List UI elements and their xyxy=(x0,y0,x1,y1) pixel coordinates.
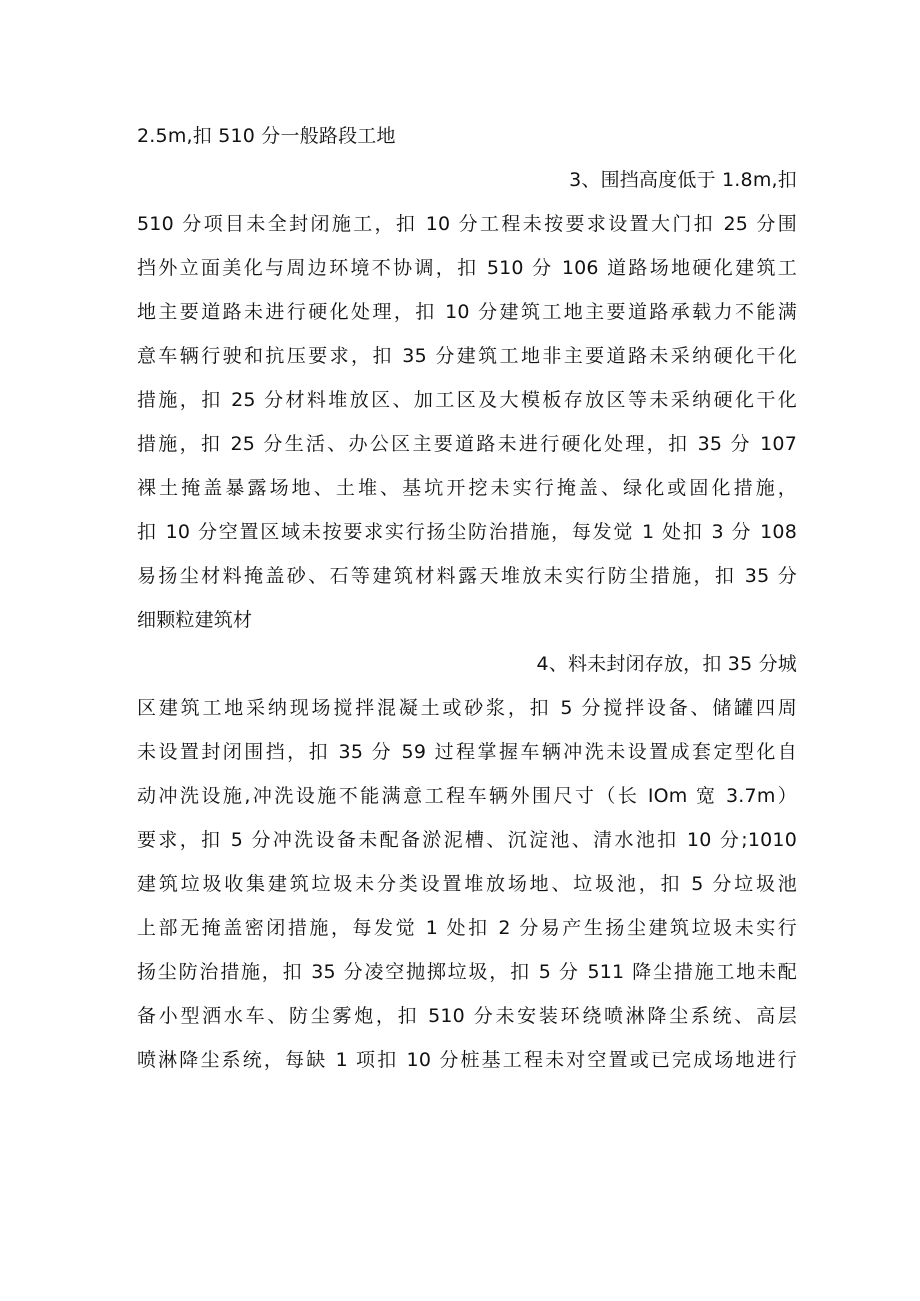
text-line: 意车辆行驶和抗压要求，扣 35 分建筑工地非主要道路未采纳硬化干化 xyxy=(137,345,797,367)
text-line: 4、料未封闭存放，扣 35 分城 xyxy=(536,653,797,675)
text-line: 3、围挡高度低于 1.8m,扣 xyxy=(569,169,797,191)
text-line: 动冲洗设施,冲洗设施不能满意工程车辆外围尺寸（长 IOm 宽 3.7m） xyxy=(137,785,797,807)
text-line: 地主要道路未进行硬化处理，扣 10 分建筑工地主要道路承载力不能满 xyxy=(137,301,797,323)
text-line: 未设置封闭围挡，扣 35 分 59 过程掌握车辆冲洗未设置成套定型化自 xyxy=(137,741,797,763)
text-line: 措施，扣 25 分材料堆放区、加工区及大模板存放区等未采纳硬化干化 xyxy=(137,389,797,411)
text-line: 备小型洒水车、防尘雾炮，扣 510 分未安装环绕喷淋降尘系统、高层 xyxy=(137,1005,797,1027)
text-line: 挡外立面美化与周边环境不协调，扣 510 分 106 道路场地硬化建筑工 xyxy=(137,257,797,279)
text-line: 细颗粒建筑材 xyxy=(137,609,253,631)
body-text xyxy=(137,114,797,1082)
text-line: 措施，扣 25 分生活、办公区主要道路未进行硬化处理，扣 35 分 107 xyxy=(137,433,797,455)
text-line: 裸土掩盖暴露场地、土堆、基坑开挖未实行掩盖、绿化或固化措施， xyxy=(137,477,797,499)
text-line: 510 分项目未全封闭施工，扣 10 分工程未按要求设置大门扣 25 分围 xyxy=(137,213,797,235)
text-line: 扣 10 分空置区域未按要求实行扬尘防治措施，每发觉 1 处扣 3 分 108 xyxy=(137,521,797,543)
text-line: 扬尘防治措施，扣 35 分凌空抛掷垃圾，扣 5 分 511 降尘措施工地未配 xyxy=(137,961,797,983)
text-line: 上部无掩盖密闭措施，每发觉 1 处扣 2 分易产生扬尘建筑垃圾未实行 xyxy=(137,917,797,939)
text-line: 建筑垃圾收集建筑垃圾未分类设置堆放场地、垃圾池，扣 5 分垃圾池 xyxy=(137,873,797,895)
text-line: 喷淋降尘系统，每缺 1 项扣 10 分桩基工程未对空置或已完成场地进行 xyxy=(137,1049,797,1071)
text-line: 要求，扣 5 分冲洗设备未配备淤泥槽、沉淀池、清水池扣 10 分;1010 xyxy=(137,829,797,851)
text-line: 2.5m,扣 510 分一般路段工地 xyxy=(137,125,396,147)
text-line: 易扬尘材料掩盖砂、石等建筑材料露天堆放未实行防尘措施，扣 35 分 xyxy=(137,565,797,587)
text-line: 区建筑工地采纳现场搅拌混凝土或砂浆，扣 5 分搅拌设备、储罐四周 xyxy=(137,697,797,719)
